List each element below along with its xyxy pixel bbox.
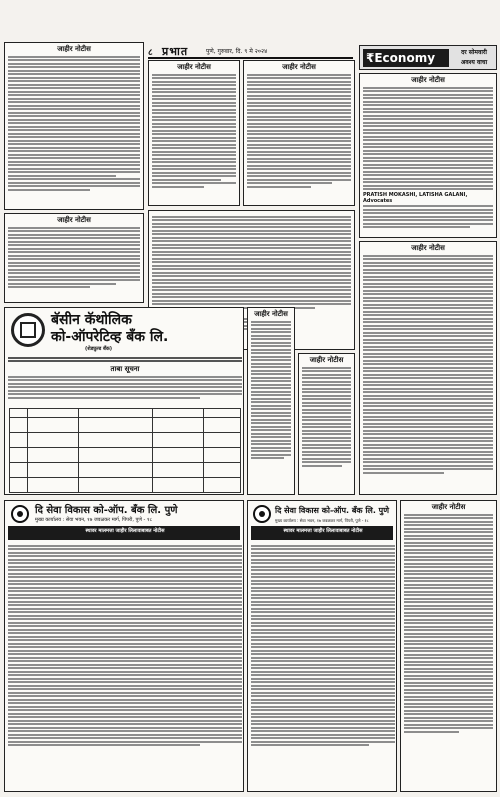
economy-banner [359, 45, 497, 70]
notice-body [5, 227, 143, 289]
dateline: पुणे, गुरुवार, दि. ९ मे २०२४ [206, 48, 268, 55]
auction-notice-title: स्थावर मालमत्ता जाहीर लिलावाबाबत नोटीस [85, 528, 165, 534]
bank-address: मुख्य कार्यालय : सेवा भवन, १७ जवळकर मार्ग, पिंपरी, पुणे - १८ [35, 517, 153, 523]
notice-body [401, 514, 496, 733]
bank-title: दि सेवा विकास को-ऑप. बँक लि. पुणे [35, 505, 178, 516]
possession-table [9, 408, 241, 493]
notice-bottom-right [400, 500, 497, 792]
bank-emblem-icon [11, 505, 29, 523]
notice-body [360, 255, 496, 474]
notice-heading: जाहीर नोटीस [177, 63, 211, 71]
page-number: ८ [148, 48, 153, 58]
bank-address: मुख्य कार्यालय : सेवा भवन, १७ जवळकर मार्ग, पिंपरी, पुणे - १८ [275, 518, 369, 523]
notice-heading: जाहीर नोटीस [411, 76, 445, 84]
auction-body [5, 543, 244, 748]
notice-right-column [359, 73, 497, 238]
notice-body [299, 367, 354, 467]
notice-body [360, 87, 496, 191]
notice-heading: जाहीर नोटीस [431, 503, 466, 511]
notice-middle-top [148, 60, 240, 206]
bank-title: दि सेवा विकास को-ऑप. बँक लि. पुणे [275, 506, 389, 515]
notice-narrow-column [247, 307, 295, 495]
notice-top-left [4, 42, 144, 210]
notice-heading: जाहीर नोटीस [309, 356, 344, 364]
paper-name: प्रभात [162, 45, 189, 58]
notice-heading: जाहीर नोटीस [254, 310, 288, 318]
notice-heading: जाहीर नोटीस [282, 63, 316, 71]
economy-tagline: दर सोमवारी अवश्य वाचा [460, 49, 488, 66]
notice-heading: जाहीर नोटीस [57, 216, 91, 224]
auction-notice-title: स्थावर मालमत्ता जाहीर लिलावाबाबत नोटीस [283, 528, 363, 534]
masthead [148, 45, 353, 59]
bank-notice-title: ताबा सूचना [110, 365, 140, 373]
notice-body [149, 211, 354, 309]
notice-center-lower [298, 353, 355, 495]
seva-vikas-ad-right [247, 500, 397, 792]
economy-logo: ₹Economy [363, 49, 449, 67]
notice-body [149, 74, 239, 188]
auction-body [248, 543, 397, 748]
notice-body [5, 56, 143, 191]
bank-notice [4, 307, 244, 495]
notice-body [248, 321, 294, 460]
bank-emblem-icon [253, 505, 271, 523]
advocate-name: PRATISH MOKASHI, LATISHA GALANI, Advocates [363, 191, 468, 204]
bank-logo-icon [11, 313, 45, 347]
seva-vikas-ad-left [4, 500, 244, 792]
notice-left-second [4, 213, 144, 303]
notice-right-lower [359, 241, 497, 495]
bank-name: बॅसीन कॅथोलिक को-ऑपरेटिव्ह बँक लि. [51, 312, 169, 345]
notice-heading: जाहीर नोटीस [411, 244, 445, 252]
notice-heading: जाहीर नोटीस [57, 45, 91, 53]
notice-right-top [243, 60, 355, 206]
bank-subtitle: (शेड्युल्ड बँक) [85, 346, 113, 352]
notice-body [244, 74, 354, 188]
